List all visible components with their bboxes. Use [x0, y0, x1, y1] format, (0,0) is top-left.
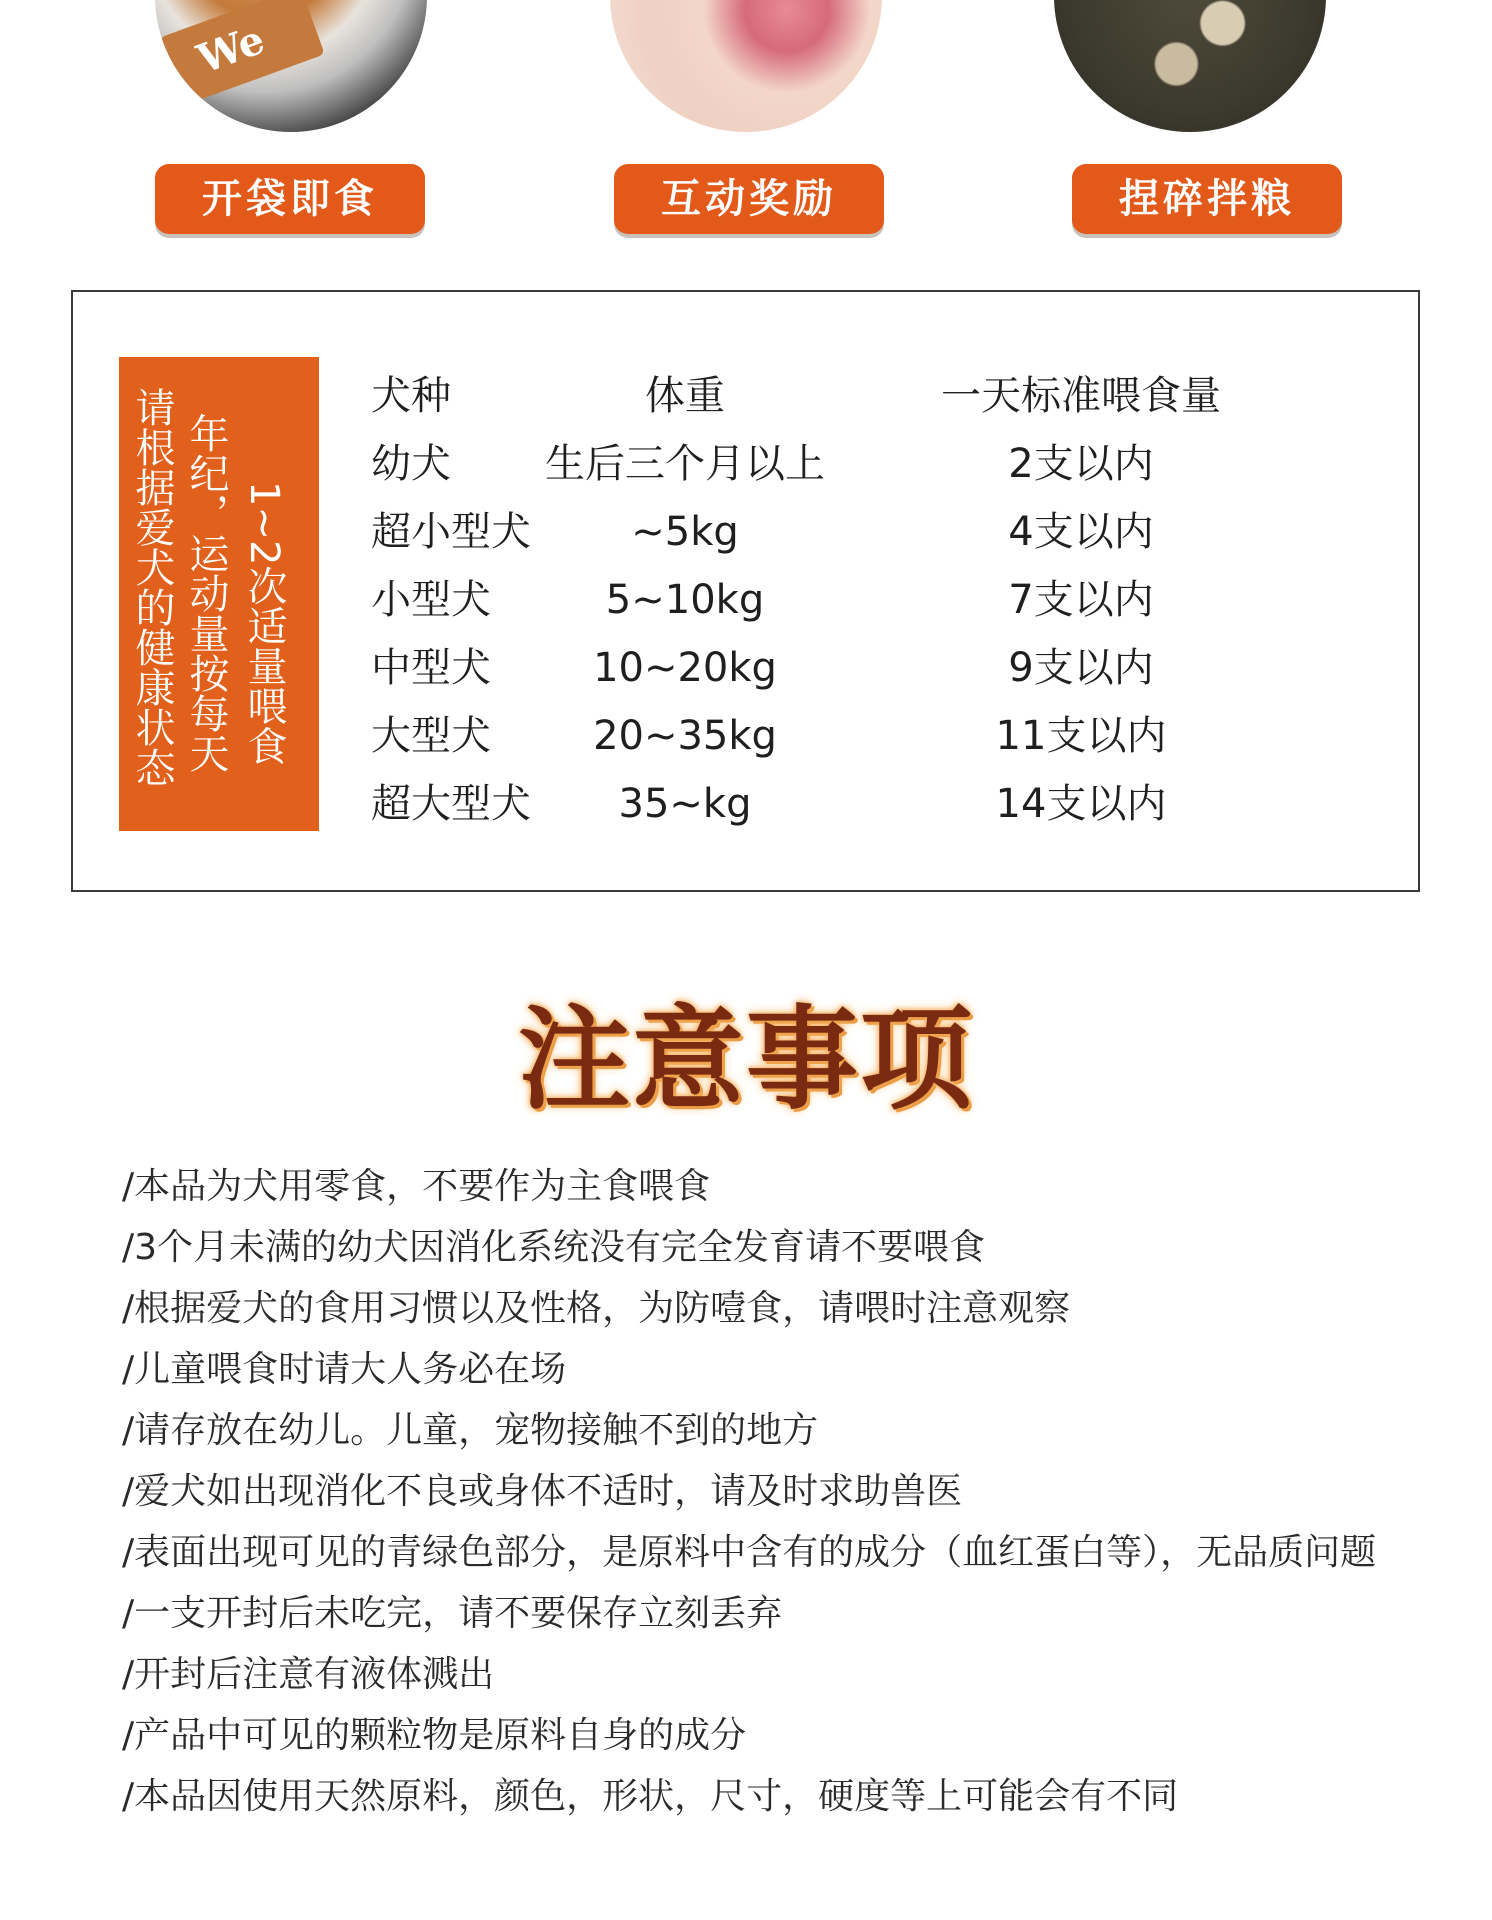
side-label-line-3: 请根据爱犬的健康状态 [129, 387, 175, 787]
feeding-table-header [371, 362, 1371, 430]
row-breed: 超小型犬 [371, 509, 531, 555]
table-row [371, 498, 1371, 566]
row-breed: 幼犬 [371, 441, 451, 487]
row-amount: 14支以内 [995, 781, 1167, 827]
row-weight: 10~20kg [593, 645, 777, 691]
package-label: We [159, 0, 325, 105]
table-row [371, 566, 1371, 634]
usage-tag-crumble-mix: 捏碎拌粮 [1072, 164, 1342, 234]
row-weight: 5~10kg [605, 577, 765, 623]
header-amount: 一天标准喂食量 [941, 373, 1221, 419]
row-amount: 9支以内 [1008, 645, 1154, 691]
feeding-table [371, 362, 1371, 838]
open-and-eat-photo [155, 0, 427, 132]
side-label-line-2: 年纪，运动量按每天 [183, 413, 229, 773]
row-breed: 大型犬 [371, 713, 491, 759]
feeding-guide-box [71, 290, 1420, 892]
row-weight: ~5kg [631, 509, 739, 555]
side-label-line-1: 1~2次适量喂食 [241, 481, 287, 766]
row-weight: 生后三个月以上 [545, 441, 825, 487]
list-item: /3个月未满的幼犬因消化系统没有完全发育请不要喂食 [122, 1227, 986, 1268]
crumble-mix-photo [1054, 0, 1326, 132]
notice-list [122, 1156, 1376, 1827]
table-row [371, 634, 1371, 702]
usage-section [0, 0, 1492, 240]
interactive-reward-photo [610, 0, 882, 132]
usage-tag-interactive-reward: 互动奖励 [614, 164, 884, 234]
row-amount: 7支以内 [1008, 577, 1154, 623]
row-weight: 20~35kg [593, 713, 777, 759]
list-item: /本品因使用天然原料，颜色，形状，尺寸，硬度等上可能会有不同 [122, 1776, 1179, 1817]
list-item: /一支开封后未吃完，请不要保存立刻丢弃 [122, 1593, 783, 1634]
list-item: /儿童喂食时请大人务必在场 [122, 1349, 567, 1390]
list-item: /爱犬如出现消化不良或身体不适时，请及时求助兽医 [122, 1471, 963, 1512]
list-item: /根据爱犬的食用习惯以及性格，为防噎食，请喂时注意观察 [122, 1288, 1071, 1329]
list-item: /开封后注意有液体溅出 [122, 1654, 495, 1695]
notice-title: 注意事项 [518, 995, 974, 1125]
usage-tag-open-and-eat: 开袋即食 [155, 164, 425, 234]
row-breed: 超大型犬 [371, 781, 531, 827]
list-item: /产品中可见的颗粒物是原料自身的成分 [122, 1715, 747, 1756]
list-item: /请存放在幼儿。儿童，宠物接触不到的地方 [122, 1410, 819, 1451]
feeding-side-label [119, 357, 319, 831]
header-breed: 犬种 [371, 373, 451, 419]
row-amount: 2支以内 [1008, 441, 1154, 487]
row-breed: 中型犬 [371, 645, 491, 691]
row-weight: 35~kg [618, 781, 752, 827]
row-breed: 小型犬 [371, 577, 491, 623]
row-amount: 4支以内 [1008, 509, 1154, 555]
table-row [371, 702, 1371, 770]
list-item: /表面出现可见的青绿色部分，是原料中含有的成分（血红蛋白等），无品质问题 [122, 1532, 1377, 1573]
row-amount: 11支以内 [995, 713, 1167, 759]
list-item: /本品为犬用零食，不要作为主食喂食 [122, 1166, 711, 1207]
header-weight: 体重 [645, 373, 725, 419]
table-row [371, 770, 1371, 838]
table-row [371, 430, 1371, 498]
